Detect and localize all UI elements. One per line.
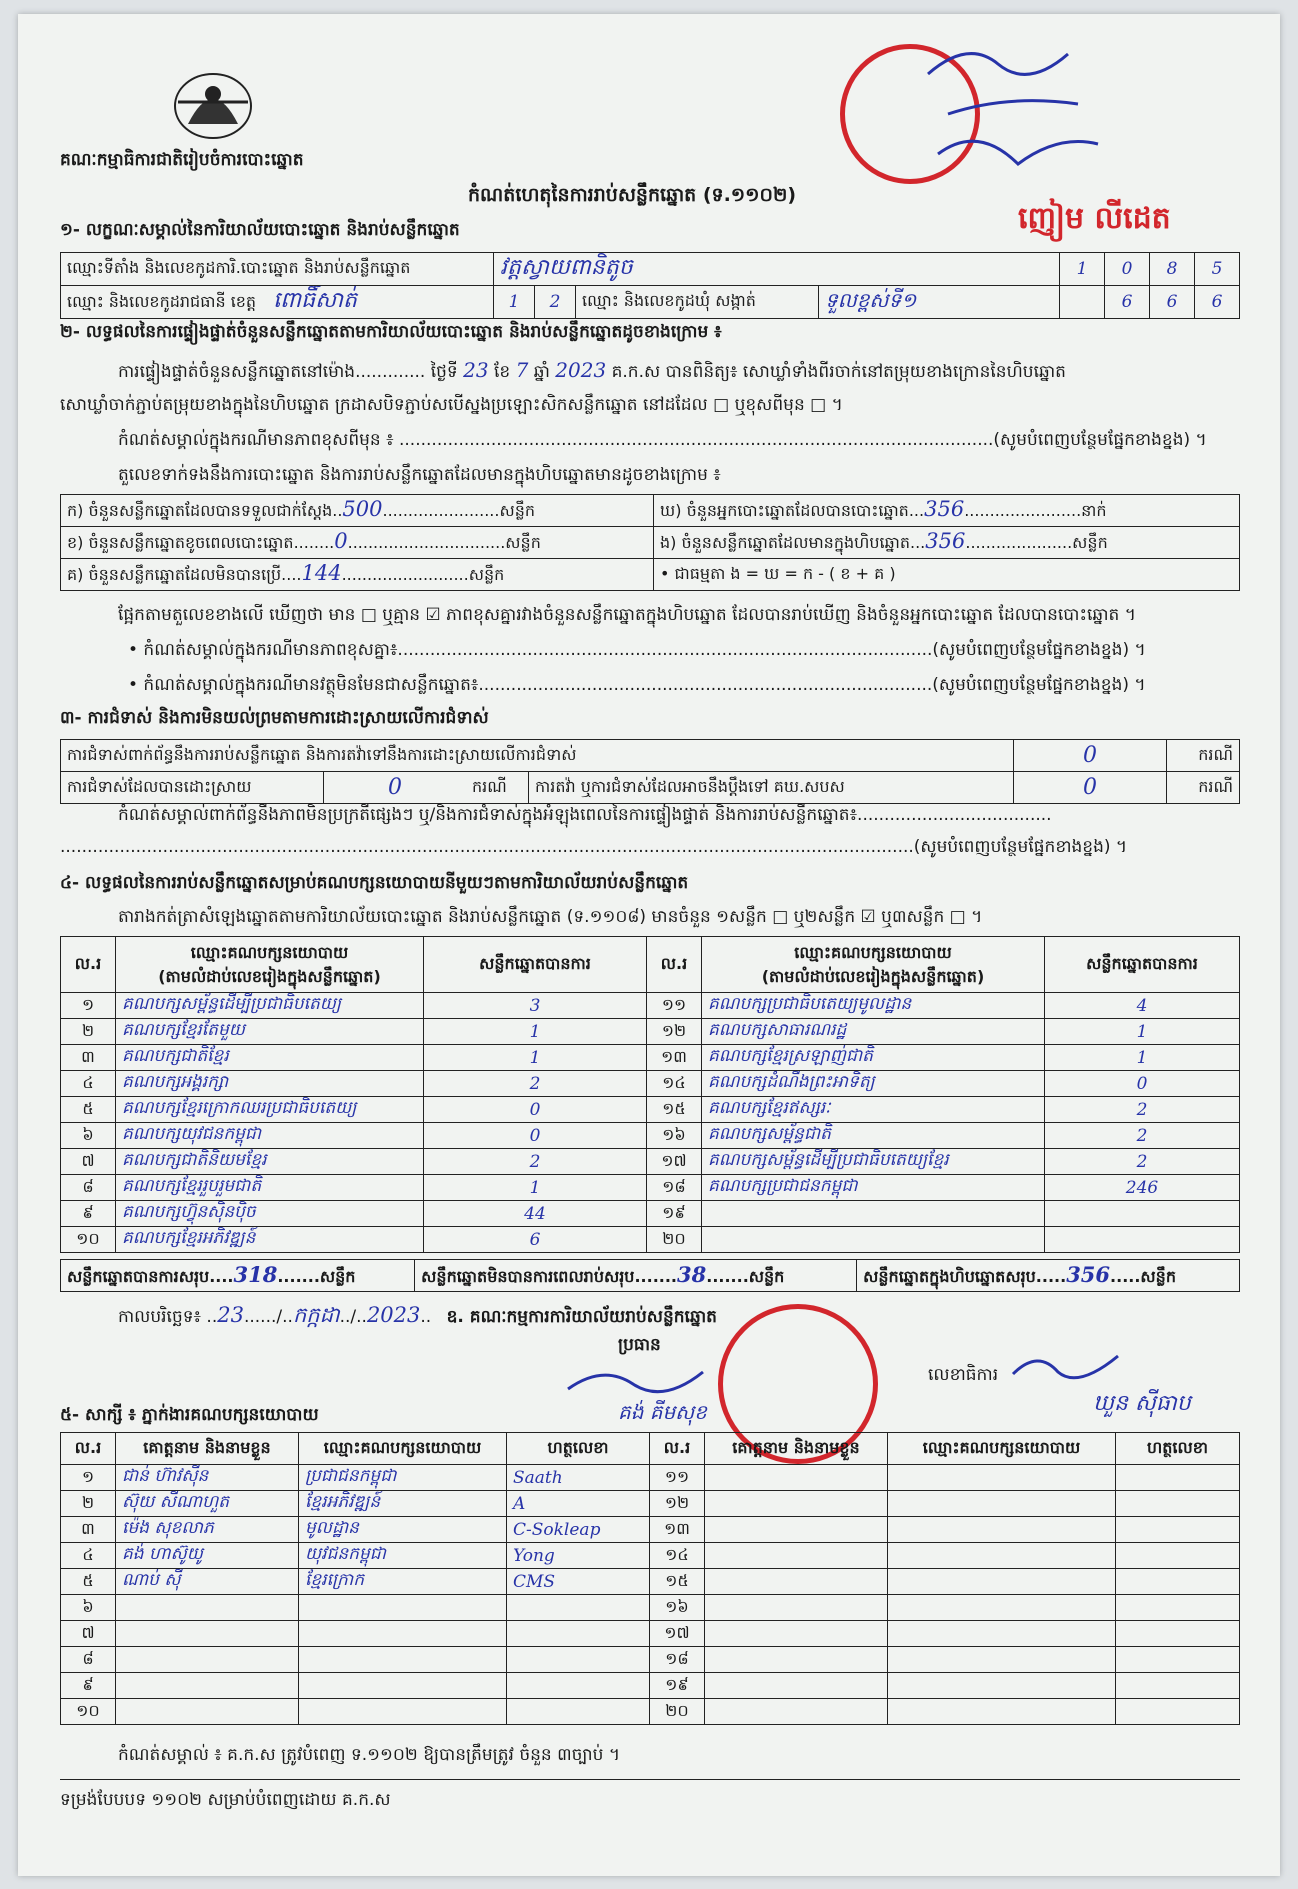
witness-name — [705, 1621, 888, 1647]
province-row — [61, 286, 494, 319]
witness-signature — [1116, 1517, 1240, 1543]
party-name: គណបក្សសាធារណរដ្ឋ — [702, 1019, 1045, 1045]
witness-party — [888, 1569, 1116, 1595]
party-name: គណបក្សជាតិខ្មែរ — [116, 1045, 424, 1071]
witness-signature — [1116, 1699, 1240, 1725]
commune-code-blank — [1060, 286, 1105, 319]
row-number: ១០ — [61, 1699, 116, 1725]
verification-time-label: ការផ្ទៀងផ្ទាត់ចំនួនសន្លឹកឆ្នោតនៅម៉ោង............. ថ្ងៃទី — [118, 362, 458, 382]
voters-label: ឃ) ចំនួនអ្នកបោះឆ្នោតដែលបានបោះឆ្នោត — [660, 501, 909, 520]
row-number: ១៩ — [647, 1201, 702, 1227]
party-name: គណបក្សសម្ព័ន្ធដើម្បីប្រជាធិបតេយ្យ — [116, 993, 424, 1019]
location-code-digit: 5 — [1195, 253, 1240, 286]
witness-signature — [507, 1621, 650, 1647]
date-day: 23 — [217, 1303, 244, 1327]
verification-year-label: ឆ្នាំ — [533, 362, 550, 382]
witness-signature — [507, 1673, 650, 1699]
witness-party — [888, 1699, 1116, 1725]
col-party — [702, 937, 1045, 993]
table-row — [61, 1227, 1240, 1253]
nec-emblem-icon — [168, 64, 258, 144]
vote-count: 0 — [424, 1097, 647, 1123]
witness-party: ខ្មែរអភិវឌ្ឍន៍ — [299, 1491, 507, 1517]
form-title: កំណត់ហេតុនៃការរាប់សន្លឹកឆ្នោត (ទ.១១០២) — [468, 184, 797, 206]
vote-count: 0 — [1045, 1071, 1240, 1097]
row-number: ២ — [61, 1019, 116, 1045]
witness-signature — [1116, 1543, 1240, 1569]
table-row — [61, 1569, 1240, 1595]
section5-title: ៥- សាក្សី ៖ ភ្នាក់ងារគណបក្សនយោបាយ — [60, 1405, 319, 1425]
col-party-title: ឈ្មោះគណបក្សនយោបាយ — [794, 942, 952, 962]
table-row — [61, 1595, 1240, 1621]
row-number: ៦ — [61, 1595, 116, 1621]
persons-unit: នាក់ — [1081, 501, 1107, 520]
row-number: ៧ — [61, 1621, 116, 1647]
row-number: ៤ — [61, 1071, 116, 1097]
complaints-label: ការជំទាស់ពាក់ព័ន្ធនឹងការរាប់សន្លឹកឆ្នោត និងការតវ៉ាទៅនឹងការដោះស្រាយលើការជំទាស់ — [61, 740, 1014, 772]
witness-party — [888, 1491, 1116, 1517]
witness-name — [116, 1621, 299, 1647]
witness-party — [888, 1543, 1116, 1569]
row-number: ៥ — [61, 1569, 116, 1595]
party-name: គណបក្សជាតិនិយមខ្មែរ — [116, 1149, 424, 1175]
appeal-value: 0 — [1014, 772, 1167, 804]
section3-title: ៣- ការជំទាស់ និងការមិនយល់ព្រមតាមការដោះស្រាយលើការជំទាស់ — [60, 708, 489, 728]
total-valid-value: 318 — [233, 1261, 278, 1287]
unit-label: សន្លឹក — [505, 533, 541, 552]
resolved-label: ការជំទាស់ដែលបានដោះស្រាយ — [61, 772, 324, 804]
table-row — [61, 1647, 1240, 1673]
chair-name: គង់ គីមសុខ — [618, 1400, 707, 1424]
vote-count: 1 — [424, 1175, 647, 1201]
date-month: កក្កដា — [292, 1303, 340, 1327]
box-ballots-label: ង) ចំនួនសន្លឹកឆ្នោតដែលមានក្នុងហិបឆ្នោត — [660, 533, 910, 552]
row-number: ១៩ — [650, 1673, 705, 1699]
commune-label: ឈ្មោះ និងលេខកូដឃុំ សង្កាត់ — [576, 286, 819, 319]
total-invalid-value: 38 — [677, 1261, 707, 1287]
recorder-name: ញៀម លីដេត — [1018, 201, 1171, 236]
vote-count: 1 — [1045, 1019, 1240, 1045]
spoiled-ballots-row: ខ) ចំនួនសន្លឹកឆ្នោតខូចពេលបោះឆ្នោត........0...............................សន្លឹក — [61, 527, 654, 559]
table-row — [61, 1543, 1240, 1569]
voters-value: 356 — [924, 497, 965, 521]
witness-name — [705, 1569, 888, 1595]
table-row — [61, 1019, 1240, 1045]
total-valid-label: សន្លឹកឆ្នោតបានការសរុប — [67, 1266, 210, 1286]
table-row — [61, 1123, 1240, 1149]
witness-signature — [1116, 1569, 1240, 1595]
unit-label: សន្លឹក — [468, 565, 505, 584]
witness-signature — [507, 1595, 650, 1621]
col-no: ល.រ — [61, 1433, 116, 1465]
received-ballots-value: 500 — [342, 497, 383, 521]
tally-sheets-line: តារាងកត់ត្រាសំឡេងឆ្នោតតាមការិយាល័យបោះឆ្នោត និងរាប់សន្លឹកឆ្នោត (ទ.១១០៨) មានចំនួន ១សន្លឹក □ ឬ២សន្លឹក ☑ ឬ៣សន្លឹក □ ។ — [118, 907, 983, 927]
col-votes: សន្លឹកឆ្នោតបានការ — [1045, 937, 1240, 993]
col-signature: ហត្ថលេខា — [507, 1433, 650, 1465]
table-row — [61, 1201, 1240, 1227]
chair-label: ប្រធាន — [618, 1335, 661, 1355]
location-table — [60, 252, 1240, 319]
totals-table — [60, 1259, 1240, 1292]
unit-label: សន្លឹក — [319, 1266, 356, 1286]
table-row — [61, 1673, 1240, 1699]
witness-signature — [1116, 1595, 1240, 1621]
vote-count: 1 — [424, 1019, 647, 1045]
row-number: ៨ — [61, 1175, 116, 1201]
row-number: ១ — [61, 993, 116, 1019]
witness-signature — [1116, 1491, 1240, 1517]
figures-intro: តួលេខទាក់ទងនឹងការបោះឆ្នោត និងការរាប់សន្លឹកឆ្នោតដែលមានក្នុងហិបឆ្នោតមានដូចខាងក្រោម ៖ — [118, 465, 721, 485]
col-party-subtitle: (តាមលំដាប់លេខរៀងក្នុងសន្លឹកឆ្នោត) — [158, 966, 381, 986]
party-name: គណបក្សហ៊្វុនស៊ិនប៉ិច — [116, 1201, 424, 1227]
total-box: សន្លឹកឆ្នោតក្នុងហិបឆ្នោតសរុប.....356.....សន្លឹក — [857, 1260, 1240, 1292]
unit-label: សន្លឹក — [1140, 1266, 1176, 1286]
row-number: ១ — [61, 1465, 116, 1491]
row-number: ១៧ — [647, 1149, 702, 1175]
foreign-object-note: • កំណត់សម្គាល់ក្នុងករណីមានវត្ថុមិនមែនជាសន្លឹកឆ្នោត៖....................................................................................(សូមបំពេញបន្ថែមផ្នែកខាងខ្នង) ។ — [128, 675, 1146, 695]
table-row — [61, 1097, 1240, 1123]
vote-count: 2 — [1045, 1097, 1240, 1123]
vote-count: 44 — [424, 1201, 647, 1227]
witness-name — [705, 1465, 888, 1491]
form-reference: ទម្រង់បែបបទ ១១០២ សម្រាប់បំពេញដោយ គ.ក.ស — [60, 1790, 391, 1810]
witness-party — [299, 1621, 507, 1647]
witness-party — [299, 1647, 507, 1673]
witness-signature — [1116, 1647, 1240, 1673]
verification-seals-text: គ.ក.ស បានពិនិត្យ៖ សោឃ្លាំទាំងពីរចាក់នៅតម្រុយខាងក្រោននៃហិបឆ្នោត — [611, 362, 1066, 382]
witness-party: យុវជនកម្ពុជា — [299, 1543, 507, 1569]
case-unit: ករណី — [466, 772, 529, 804]
location-code-digit: 8 — [1150, 253, 1195, 286]
witness-signature — [1116, 1621, 1240, 1647]
witness-name — [705, 1595, 888, 1621]
witness-name — [116, 1673, 299, 1699]
witness-name: ជាន់ ហ៊ាវស៊ីន — [116, 1465, 299, 1491]
party-name: គណបក្សខ្មែរឥស្សរៈ — [702, 1097, 1045, 1123]
row-number: ១១ — [647, 993, 702, 1019]
row-number: ២០ — [647, 1227, 702, 1253]
witness-name — [116, 1595, 299, 1621]
witness-signature: Saath — [507, 1465, 650, 1491]
row-number: ១៧ — [650, 1621, 705, 1647]
row-number: ១៥ — [650, 1569, 705, 1595]
location-code-digit: 1 — [1060, 253, 1105, 286]
witness-signature: Yong — [507, 1543, 650, 1569]
irregularity-note-tail: ..............................................................................................................................................................(សូមបំពេញបន្ថែមផ្នែកខាងខ្នង) ។ — [60, 837, 1128, 857]
formula-text: • ជាធម្មតា ង = ឃ = ក - ( ខ + គ ) — [654, 559, 1240, 591]
witness-party: ខ្មែរក្រោក — [299, 1569, 507, 1595]
case-unit: ករណី — [1167, 772, 1240, 804]
witness-party — [299, 1595, 507, 1621]
col-party: ឈ្មោះគណបក្សនយោបាយ — [888, 1433, 1116, 1465]
vote-count: 3 — [424, 993, 647, 1019]
table-row — [61, 1517, 1240, 1543]
commune-code-digit: 6 — [1150, 286, 1195, 319]
row-number: ១៤ — [647, 1071, 702, 1097]
witness-party — [888, 1647, 1116, 1673]
chair-signature — [563, 1354, 713, 1404]
party-name: គណបក្សខ្មែរស្រឡាញ់ជាតិ — [702, 1045, 1045, 1071]
location-name-value: វត្តស្វាយពានិតូច — [494, 253, 1060, 286]
verification-month: 7 — [515, 358, 529, 382]
row-number: ៧ — [61, 1149, 116, 1175]
total-valid: សន្លឹកឆ្នោតបានការសរុប....318.......សន្លឹក — [61, 1260, 415, 1292]
table-row — [61, 1149, 1240, 1175]
table-row — [61, 1175, 1240, 1201]
section2-title: ២- លទ្ធផលនៃការផ្ទៀងផ្ទាត់ចំនួនសន្លឹកឆ្នោតតាមការិយាល័យបោះឆ្នោត និងរាប់សន្លឹកឆ្នោតដូចខាងក្រោម ៖ — [60, 322, 722, 342]
ballot-figures-table — [60, 494, 1240, 591]
witness-signature: CMS — [507, 1569, 650, 1595]
table-row — [61, 1491, 1240, 1517]
table-row — [61, 1621, 1240, 1647]
commune-code-digit: 6 — [1195, 286, 1240, 319]
party-name: គណបក្សខ្មែរអភិវឌ្ឍន៍ — [116, 1227, 424, 1253]
unused-ballots-row: គ) ចំនួនសន្លឹកឆ្នោតដែលមិនបានប្រើ....144.........................សន្លឹក — [61, 559, 654, 591]
date-year: 2023 — [366, 1303, 421, 1327]
party-name: គណបក្សដំណឹងព្រះអាទិត្យ — [702, 1071, 1045, 1097]
row-number: ៩ — [61, 1673, 116, 1699]
vote-count: 246 — [1045, 1175, 1240, 1201]
date-label: កាលបរិច្ឆេទ៖ — [118, 1307, 202, 1327]
col-no: ល.រ — [647, 937, 702, 993]
witness-party: មូលដ្ឋាន — [299, 1517, 507, 1543]
party-name: គណបក្សយុវជនកម្ពុជា — [116, 1123, 424, 1149]
col-votes: សន្លឹកឆ្នោតបានការ — [424, 937, 647, 993]
row-number: ៤ — [61, 1543, 116, 1569]
resolved-value: 0 — [324, 772, 467, 804]
commune-code-digit: 6 — [1105, 286, 1150, 319]
witness-party — [888, 1595, 1116, 1621]
table-row — [61, 1071, 1240, 1097]
secretary-name: ឃួន ស៊ីធាប — [1093, 1391, 1191, 1416]
party-name: គណបក្សខ្មែរក្រោកឈរប្រជាធិបតេយ្យ — [116, 1097, 424, 1123]
table-row — [61, 1699, 1240, 1725]
section4-title: ៤- លទ្ធផលនៃការរាប់សន្លឹកឆ្នោតសម្រាប់គណបក្សនយោបាយនីមួយៗតាមការិយាល័យរាប់សន្លឹកឆ្នោត — [60, 873, 689, 893]
row-number: ១០ — [61, 1227, 116, 1253]
box-ballots-row: ង) ចំនួនសន្លឹកឆ្នោតដែលមានក្នុងហិបឆ្នោត...356.....................សន្លឹក — [654, 527, 1240, 559]
witness-name: ម៉េង សុខលាភ — [116, 1517, 299, 1543]
section1-title: ១- លក្ខណៈសម្គាល់នៃការិយាល័យបោះឆ្នោត និងរាប់សន្លឹកឆ្នោត — [60, 220, 460, 240]
witness-name: គង់ ហាស៊ូយូ — [116, 1543, 299, 1569]
row-number: ១២ — [650, 1491, 705, 1517]
witness-name — [116, 1699, 299, 1725]
row-number: ៨ — [61, 1647, 116, 1673]
party-name: គណបក្សអង្គរក្សា — [116, 1071, 424, 1097]
vote-count: 2 — [1045, 1123, 1240, 1149]
vote-count: 2 — [1045, 1149, 1240, 1175]
province-code-digit: 2 — [535, 286, 576, 319]
row-number: ៥ — [61, 1097, 116, 1123]
row-number: ១៦ — [650, 1595, 705, 1621]
row-number: ១៦ — [647, 1123, 702, 1149]
vote-count: 0 — [424, 1123, 647, 1149]
vote-count: 6 — [424, 1227, 647, 1253]
table-row — [61, 1465, 1240, 1491]
witness-signature — [507, 1647, 650, 1673]
party-name — [702, 1201, 1045, 1227]
vote-count: 4 — [1045, 993, 1240, 1019]
location-code-digit: 0 — [1105, 253, 1150, 286]
received-ballots-label: ក) ចំនួនសន្លឹកឆ្នោតដែលបានទទួលជាក់ស្តែង — [67, 501, 333, 520]
col-no: ល.រ — [61, 937, 116, 993]
witness-name — [705, 1647, 888, 1673]
received-ballots-row: ក) ចំនួនសន្លឹកឆ្នោតដែលបានទទួលជាក់ស្តែង..500.......................សន្លឹក — [61, 495, 654, 527]
row-number: ២ — [61, 1491, 116, 1517]
discrepancy-note: • កំណត់សម្គាល់ក្នុងករណីមានភាពខុសគ្នា៖...................................................................................................(សូមបំពេញបន្ថែមផ្នែកខាងខ្នង) ។ — [128, 640, 1146, 660]
witness-signature — [507, 1699, 650, 1725]
footer-note: កំណត់សម្គាល់ ៖ គ.ក.ស ត្រូវបំពេញ ទ.១១០២ ឱ្យបានត្រឹមត្រូវ ចំនួន ៣ច្បាប់ ។ — [118, 1745, 621, 1765]
party-name: គណបក្សប្រជាជនកម្ពុជា — [702, 1175, 1045, 1201]
witness-party — [888, 1673, 1116, 1699]
unit-label: សន្លឹក — [499, 501, 536, 520]
row-number: ១១ — [650, 1465, 705, 1491]
row-number: ១២ — [647, 1019, 702, 1045]
province-value: ពោធិ៍សាត់ — [273, 288, 357, 313]
handwritten-signature-top — [918, 34, 1118, 184]
row-number: ៣ — [61, 1517, 116, 1543]
party-results-table — [60, 936, 1240, 1253]
vote-count — [1045, 1227, 1240, 1253]
col-signature: ហត្ថលេខា — [1116, 1433, 1240, 1465]
witness-signature — [1116, 1465, 1240, 1491]
witness-name — [705, 1491, 888, 1517]
witness-name: ស៊ុយ សីណាហួត — [116, 1491, 299, 1517]
verification-day: 23 — [463, 358, 489, 382]
difference-note: កំណត់សម្គាល់ក្នុងករណីមានភាពខុសពីមុន ៖ ..............................................................................................................(សូមបំពេញបន្ថែមផ្នែកខាងខ្នង) ។ — [118, 430, 1207, 450]
party-name: គណបក្សខ្មែររួបរួមជាតិ — [116, 1175, 424, 1201]
verification-month-label: ខែ — [493, 362, 511, 382]
party-name: គណបក្សសម្ព័ន្ធជាតិ — [702, 1123, 1045, 1149]
row-number: ២០ — [650, 1699, 705, 1725]
table-row — [61, 1045, 1240, 1071]
witness-party — [888, 1621, 1116, 1647]
unit-label: សន្លឹក — [1072, 533, 1108, 552]
witness-name — [116, 1647, 299, 1673]
vote-count: 2 — [424, 1071, 647, 1097]
row-number: ៩ — [61, 1201, 116, 1227]
witness-party — [299, 1673, 507, 1699]
witness-party — [888, 1465, 1116, 1491]
location-name-label: ឈ្មោះទីតាំង និងលេខកូដការិ.បោះឆ្នោត និងរាប់សន្លឹកឆ្នោត — [61, 253, 494, 286]
row-number: ៦ — [61, 1123, 116, 1149]
total-box-value: 356 — [1066, 1261, 1111, 1287]
total-invalid-label: សន្លឹកឆ្នោតមិនបានការពេលរាប់សរុប — [421, 1266, 635, 1286]
row-number: ១៣ — [650, 1517, 705, 1543]
comparison-line: ផ្អែកតាមតួលេខខាងលើ ឃើញថា មាន □ ឬគ្មាន ☑ ភាពខុសគ្នារវាងចំនួនសន្លឹកឆ្នោតក្នុងហិបឆ្នោត ដែលបានរាប់ឃើញ និងចំនួនអ្នកបោះឆ្នោត ដែលបានបោះឆ្នោត ។ — [118, 605, 1136, 625]
appeal-label: ការតវ៉ា ឬការជំទាស់ដែលអាចនឹងប្តឹងទៅ គឃ.សបស — [529, 772, 1014, 804]
col-name: គោត្តនាម និងនាមខ្លួន — [705, 1433, 888, 1465]
party-name: គណបក្សប្រជាធិបតេយ្យមូលដ្ឋាន — [702, 993, 1045, 1019]
total-box-label: សន្លឹកឆ្នោតក្នុងហិបឆ្នោតសរុប — [863, 1266, 1036, 1286]
row-number: ១៨ — [650, 1647, 705, 1673]
witness-signature: C-Sokleap — [507, 1517, 650, 1543]
col-party-subtitle: (តាមលំដាប់លេខរៀងក្នុងសន្លឹកឆ្នោត) — [761, 966, 985, 986]
vote-count: 2 — [424, 1149, 647, 1175]
row-number: ១៤ — [650, 1543, 705, 1569]
box-ballots-value: 356 — [925, 529, 966, 553]
party-name — [702, 1227, 1045, 1253]
secretary-label: លេខាធិការ — [928, 1365, 999, 1385]
witness-signature: A — [507, 1491, 650, 1517]
witness-signature — [1116, 1673, 1240, 1699]
province-label: ឈ្មោះ និងលេខកូដរាជធានី ខេត្ត — [67, 292, 257, 311]
col-party — [116, 937, 424, 993]
province-code-digit: 1 — [494, 286, 535, 319]
spoiled-ballots-value: 0 — [334, 529, 348, 553]
complaints-table — [60, 739, 1240, 804]
row-number: ១៣ — [647, 1045, 702, 1071]
form-sheet — [18, 14, 1280, 1876]
complaints-value: 0 — [1014, 740, 1167, 772]
row-number: ១៥ — [647, 1097, 702, 1123]
committee-name: គណៈកម្មាធិការជាតិរៀបចំការបោះឆ្នោត — [60, 150, 304, 170]
unit-label: សន្លឹក — [748, 1266, 785, 1286]
verification-year: 2023 — [555, 358, 607, 382]
signed-by-label: ឧ. គណៈកម្មការការិយាល័យរាប់សន្លឹកឆ្នោត — [446, 1307, 717, 1327]
vote-count: 1 — [1045, 1045, 1240, 1071]
voters-row: ឃ) ចំនួនអ្នកបោះឆ្នោតដែលបានបោះឆ្នោត...356.......................នាក់ — [654, 495, 1240, 527]
vote-count: 1 — [424, 1045, 647, 1071]
spoiled-ballots-label: ខ) ចំនួនសន្លឹកឆ្នោតខូចពេលបោះឆ្នោត — [67, 533, 294, 552]
table-row — [61, 993, 1240, 1019]
witness-name — [705, 1673, 888, 1699]
witness-party — [888, 1517, 1116, 1543]
unused-ballots-value: 144 — [301, 561, 342, 585]
row-number: ១៨ — [647, 1175, 702, 1201]
witness-name — [705, 1543, 888, 1569]
seal-condition-line: សោឃ្លាំចាក់ភ្ជាប់តម្រុយខាងក្នុងនៃហិបឆ្នោត ក្រដាសបិទភ្ជាប់សបើស្នងប្រឡោះសិកសន្លឹកឆ្នោត នៅដដែល □ ឬខុសពីមុន □ ។ — [60, 395, 843, 415]
irregularity-note: កំណត់សម្គាល់ពាក់ព័ន្ធនឹងភាពមិនប្រក្រតីផ្សេងៗ ឬ/និងការជំទាស់ក្នុងអំឡុងពេលនៃការផ្ទៀងផ្ទាត់ និងការរាប់សន្លឹកឆ្នោត៖.................................... — [118, 805, 1052, 825]
col-party-title: ឈ្មោះគណបក្សនយោបាយ — [190, 942, 349, 962]
witness-table — [60, 1432, 1240, 1725]
witness-party — [299, 1699, 507, 1725]
row-number: ៣ — [61, 1045, 116, 1071]
footer-divider — [60, 1779, 1240, 1780]
party-name: គណបក្សខ្មែរតែមួយ — [116, 1019, 424, 1045]
verification-line — [118, 359, 1066, 383]
col-name: គោត្តនាម និងនាមខ្លួន — [116, 1433, 299, 1465]
secretary-signature — [1008, 1344, 1128, 1394]
col-no: ល.រ — [650, 1433, 705, 1465]
date-line: កាលបរិច្ឆេទ៖ ..23....../..កក្កដា../..2023.. ឧ. គណៈកម្មការការិយាល័យរាប់សន្លឹកឆ្នោត — [118, 1303, 717, 1327]
witness-name — [705, 1517, 888, 1543]
commune-value: ទួលខ្ពស់ទី១ — [819, 286, 1060, 319]
witness-name: ណាប់ ស៊ី — [116, 1569, 299, 1595]
unused-ballots-label: គ) ចំនួនសន្លឹកឆ្នោតដែលមិនបានប្រើ — [67, 565, 282, 584]
vote-count — [1045, 1201, 1240, 1227]
case-unit: ករណី — [1167, 740, 1240, 772]
col-party: ឈ្មោះគណបក្សនយោបាយ — [299, 1433, 507, 1465]
party-name: គណបក្សសម្ព័ន្ធដើម្បីប្រជាធិបតេយ្យខ្មែរ — [702, 1149, 1045, 1175]
witness-party: ប្រជាជនកម្ពុជា — [299, 1465, 507, 1491]
total-invalid: សន្លឹកឆ្នោតមិនបានការពេលរាប់សរុប.......38.......សន្លឹក — [415, 1260, 857, 1292]
witness-name — [705, 1699, 888, 1725]
